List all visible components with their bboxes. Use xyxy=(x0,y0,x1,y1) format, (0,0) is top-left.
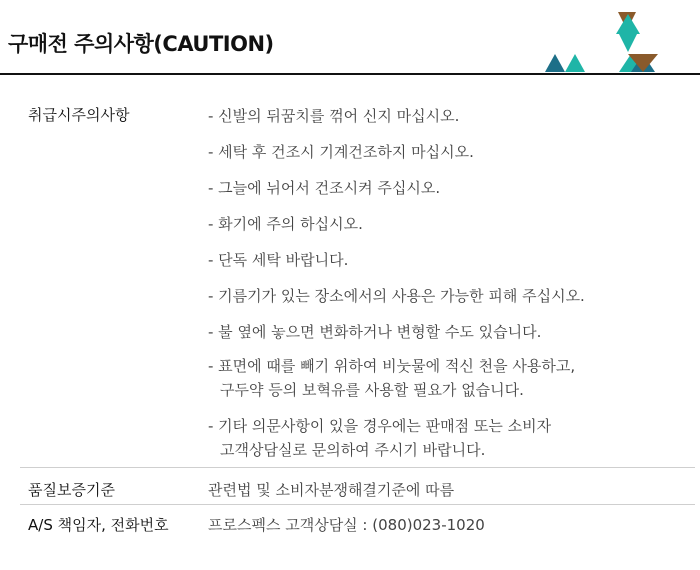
caution-item: - 기타 의문사항이 있을 경우에는 판매점 또는 소비자 고객상담실로 문의하여 주시기 바랍니다. xyxy=(208,417,552,459)
caution-item: - 그늘에 뉘어서 건조시켜 주십시오. xyxy=(208,179,441,197)
section-divider xyxy=(20,467,695,468)
decor-triangle xyxy=(565,54,585,72)
decor-triangle xyxy=(616,14,640,34)
decor-triangle xyxy=(545,54,565,72)
caution-item: - 세탁 후 건조시 기계건조하지 마십시오. xyxy=(208,143,474,161)
caution-item: - 기름기가 있는 장소에서의 사용은 가능한 피해 주십시오. xyxy=(208,287,585,305)
caution-item: - 화기에 주의 하십시오. xyxy=(208,215,363,233)
page-title: 구매전 주의사항(CAUTION) xyxy=(8,32,274,56)
as-value: 프로스펙스 고객상담실 : (080)023-1020 xyxy=(208,516,485,534)
caution-item: - 불 옆에 놓으면 변화하거나 변형할 수도 있습니다. xyxy=(208,323,542,341)
caution-item: - 신발의 뒤꿈치를 꺾어 신지 마십시오. xyxy=(208,107,460,125)
decor-triangle xyxy=(619,34,637,52)
header-divider xyxy=(0,73,700,75)
quality-label: 품질보증기준 xyxy=(28,481,115,499)
caution-item: - 단독 세탁 바랍니다. xyxy=(208,251,349,269)
triangle-decoration xyxy=(540,8,700,76)
section-divider xyxy=(20,504,695,505)
caution-item: - 표면에 때를 빼기 위하여 비눗물에 적신 천을 사용하고, 구두약 등의 보혁유를 사용할 필요가 없습니다. xyxy=(208,357,576,399)
page-header xyxy=(0,0,700,76)
as-label: A/S 책임자, 전화번호 xyxy=(28,516,169,534)
quality-value: 관련법 및 소비자분쟁해결기준에 따름 xyxy=(208,481,455,499)
caution-label: 취급시주의사항 xyxy=(28,106,130,124)
